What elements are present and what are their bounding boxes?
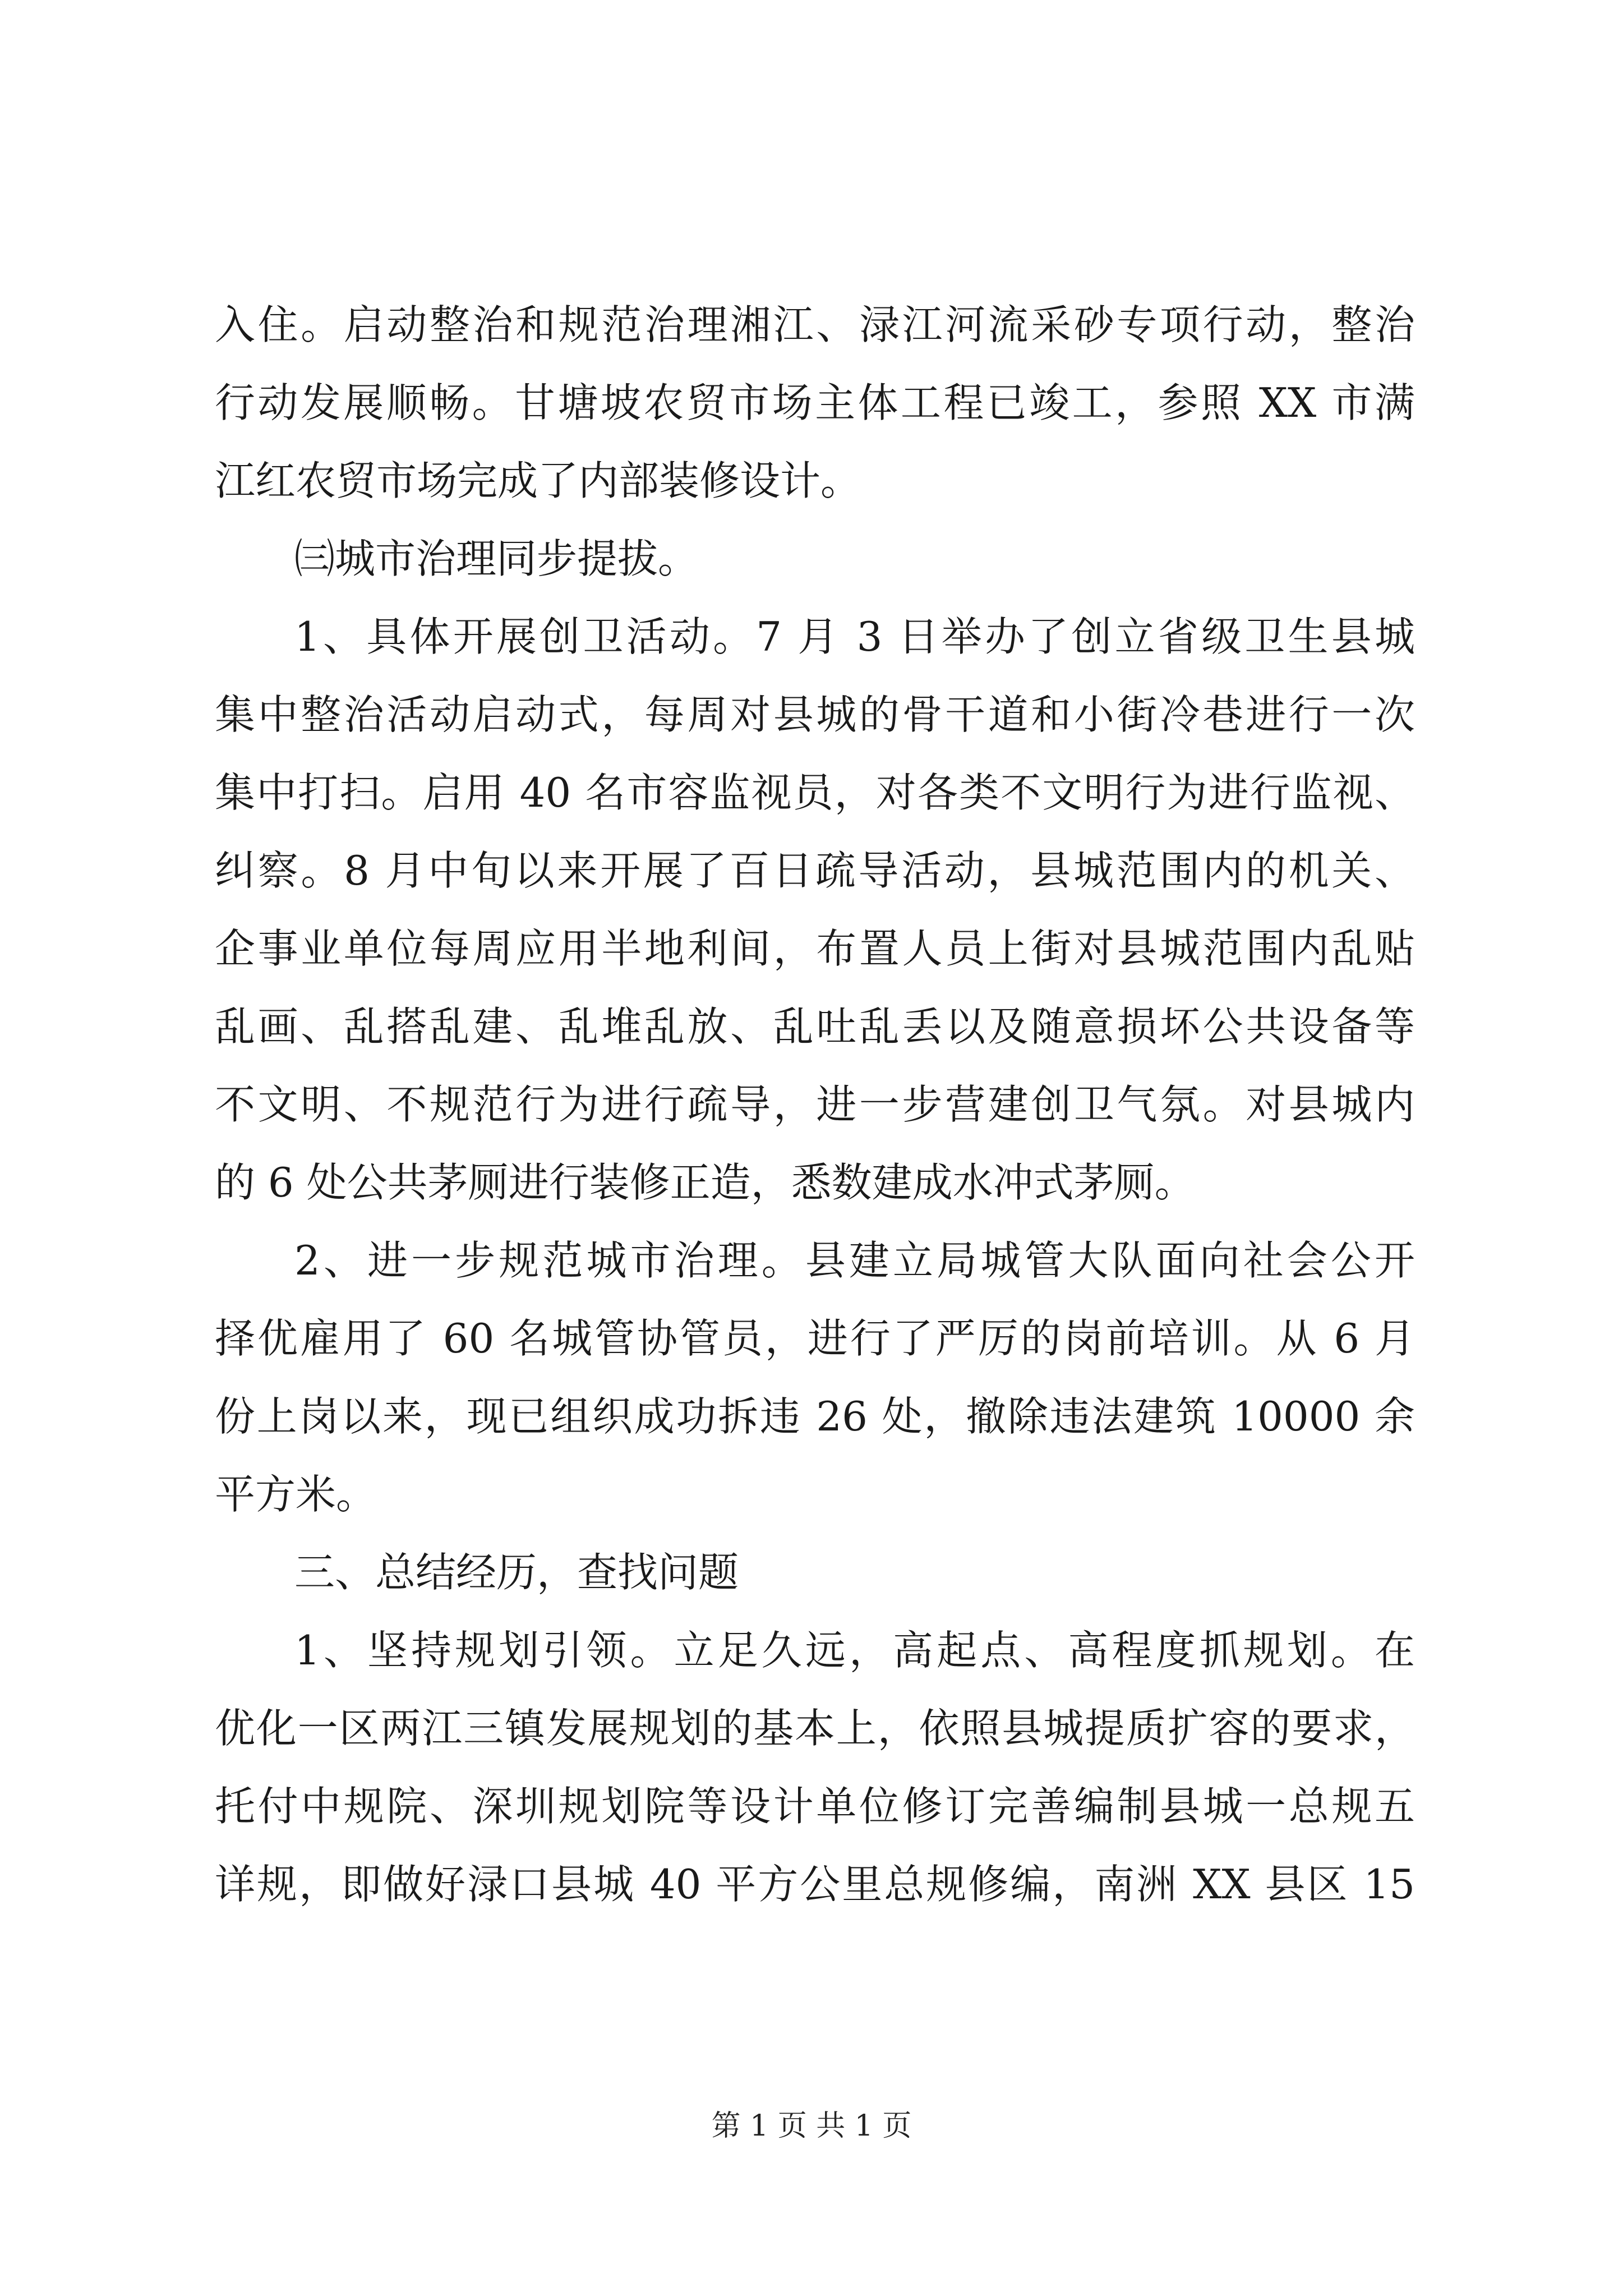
text-line: 三、总结经历，查找问题 [294, 1549, 739, 1596]
text-line: 详规，即做好渌口县城 40 平方公里总规修编，南洲 XX 县区 15 [215, 1861, 1415, 1908]
text-line: 不文明、不规范行为进行疏导，进一步营建创卫气氛。对县城内 [215, 1081, 1415, 1128]
text-line: 优化一区两江三镇发展规划的基本上，依照县城提质扩容的要求， [215, 1705, 1415, 1752]
text-line: 纠察。8 月中旬以来开展了百日疏导活动，县城范围内的机关、 [215, 847, 1415, 894]
text-line: 份上岗以来，现已组织成功拆违 26 处，撤除违法建筑 10000 余 [215, 1393, 1415, 1440]
text-line: 托付中规院、深圳规划院等设计单位修订完善编制县城一总规五 [215, 1783, 1415, 1830]
document-body [215, 286, 1415, 1924]
text-line: 集中整治活动启动式，每周对县城的骨干道和小街冷巷进行一次 [215, 691, 1415, 738]
text-line: ㈢城市治理同步提拔。 [294, 535, 699, 582]
text-line: 1、坚持规划引领。立足久远，高起点、高程度抓规划。在 [294, 1627, 1415, 1674]
text-line: 乱画、乱搭乱建、乱堆乱放、乱吐乱丢以及随意损坏公共设备等 [215, 1003, 1415, 1050]
text-line: 的 6 处公共茅厕进行装修正造，悉数建成水冲式茅厕。 [215, 1159, 1195, 1206]
text-line: 入住。启动整治和规范治理湘江、渌江河流采砂专项行动，整治 [215, 301, 1415, 348]
text-line: 1、具体开展创卫活动。7 月 3 日举办了创立省级卫生县城 [294, 613, 1415, 660]
text-line: 江红农贸市场完成了内部装修设计。 [215, 457, 861, 504]
text-line: 2、进一步规范城市治理。县建立局城管大队面向社会公开 [294, 1237, 1415, 1284]
text-line: 平方米。 [215, 1471, 377, 1518]
page-footer: 第 1 页 共 1 页 [711, 2109, 912, 2143]
text-line: 企事业单位每周应用半地利间，布置人员上街对县城范围内乱贴 [215, 925, 1415, 972]
text-line: 集中打扫。启用 40 名市容监视员，对各类不文明行为进行监视、 [215, 769, 1415, 816]
text-line: 行动发展顺畅。甘塘坡农贸市场主体工程已竣工，参照 XX 市满 [215, 379, 1415, 426]
text-line: 择优雇用了 60 名城管协管员，进行了严厉的岗前培训。从 6 月 [215, 1315, 1415, 1362]
